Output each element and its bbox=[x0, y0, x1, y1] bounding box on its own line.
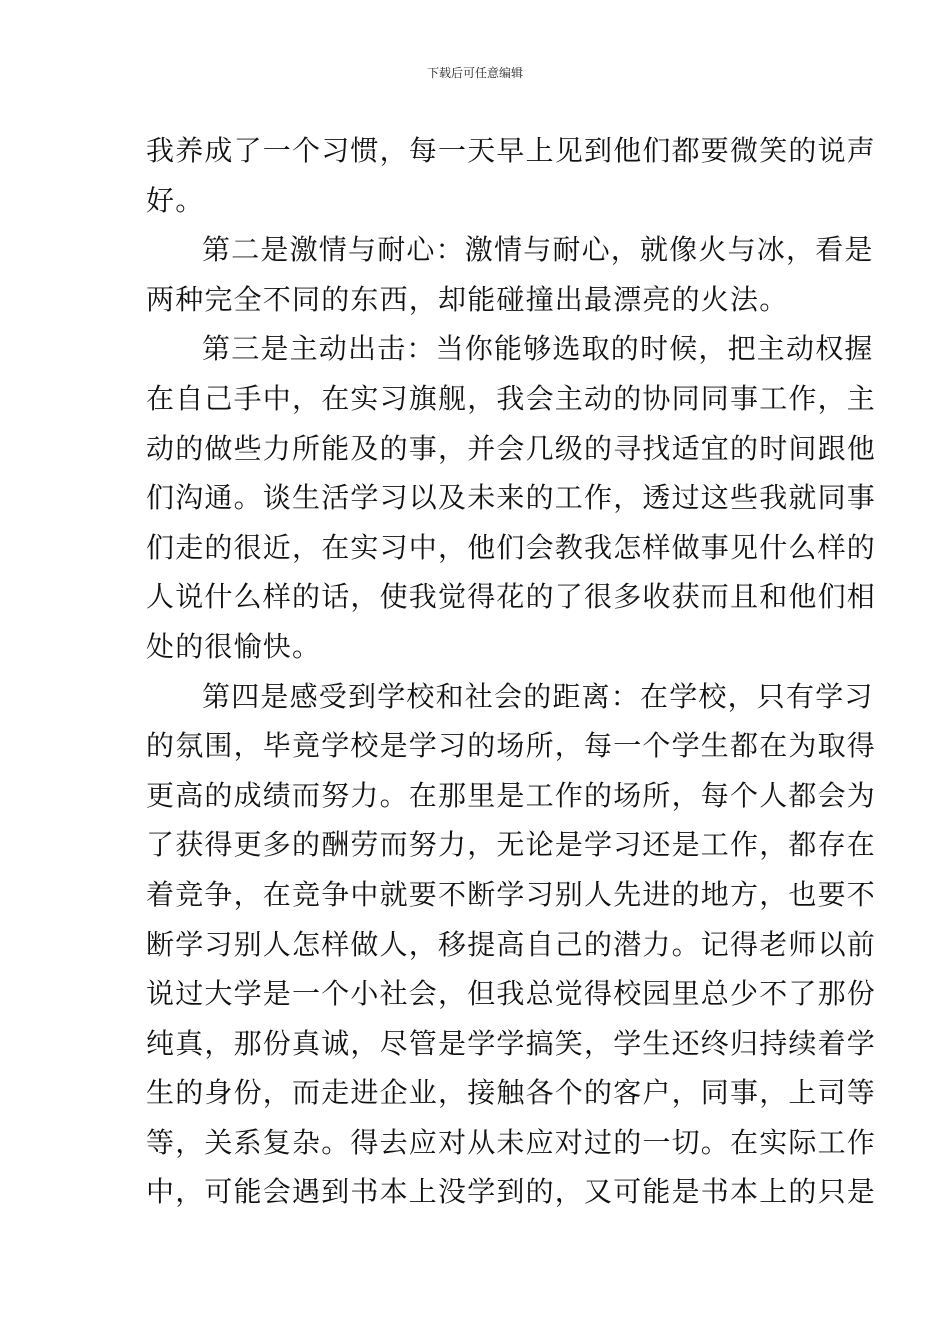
text-line: 了获得更多的酬劳而努力，无论是学习还是工作，都存在 bbox=[146, 828, 877, 862]
text-line: 们沟通。谈生活学习以及未来的工作，透过这些我就同事 bbox=[146, 481, 877, 515]
text-line: 处的很愉快。 bbox=[146, 629, 322, 663]
text-line: 第三是主动出击：当你能够选取的时候，把主动权握 bbox=[202, 332, 874, 366]
text-line: 两种完全不同的东西，却能碰撞出最漂亮的火法。 bbox=[146, 282, 789, 316]
text-line: 中，可能会遇到书本上没学到的，又可能是书本上的只是 bbox=[146, 1175, 877, 1209]
text-line: 第二是激情与耐心：激情与耐心，就像火与冰，看是 bbox=[202, 233, 874, 267]
text-line: 的氛围，毕竟学校是学习的场所，每一个学生都在为取得 bbox=[146, 729, 877, 763]
document-body bbox=[146, 126, 877, 1217]
text-line: 们走的很近，在实习中，他们会教我怎样做事见什么样的 bbox=[146, 530, 877, 564]
text-line: 等，关系复杂。得去应对从未应对过的一切。在实际工作 bbox=[146, 1125, 877, 1159]
text-line: 着竞争，在竞争中就要不断学习别人先进的地方，也要不 bbox=[146, 877, 877, 911]
text-line: 动的做些力所能及的事，并会几级的寻找适宜的时间跟他 bbox=[146, 431, 877, 465]
text-line: 断学习别人怎样做人，移提高自己的潜力。记得老师以前 bbox=[146, 927, 877, 961]
text-line: 我养成了一个习惯，每一天早上见到他们都要微笑的说声 bbox=[146, 134, 877, 167]
text-line: 好。 bbox=[146, 183, 205, 217]
text-line: 第四是感受到学校和社会的距离：在学校，只有学习 bbox=[202, 679, 874, 713]
page-header-note: 下载后可任意编辑 bbox=[426, 66, 523, 80]
text-line: 纯真，那份真诚，尽管是学学搞笑，学生还终归持续着学 bbox=[146, 1026, 877, 1060]
text-line: 人说什么样的话，使我觉得花的了很多收获而且和他们相 bbox=[146, 580, 877, 614]
text-line: 在自己手中，在实习旗舰，我会主动的协同同事工作，主 bbox=[146, 381, 877, 415]
text-line: 说过大学是一个小社会，但我总觉得校园里总少不了那份 bbox=[146, 977, 877, 1011]
text-line: 生的身份，而走进企业，接触各个的客户，同事，上司等 bbox=[146, 1076, 877, 1110]
text-line: 更高的成绩而努力。在那里是工作的场所，每个人都会为 bbox=[146, 778, 877, 812]
